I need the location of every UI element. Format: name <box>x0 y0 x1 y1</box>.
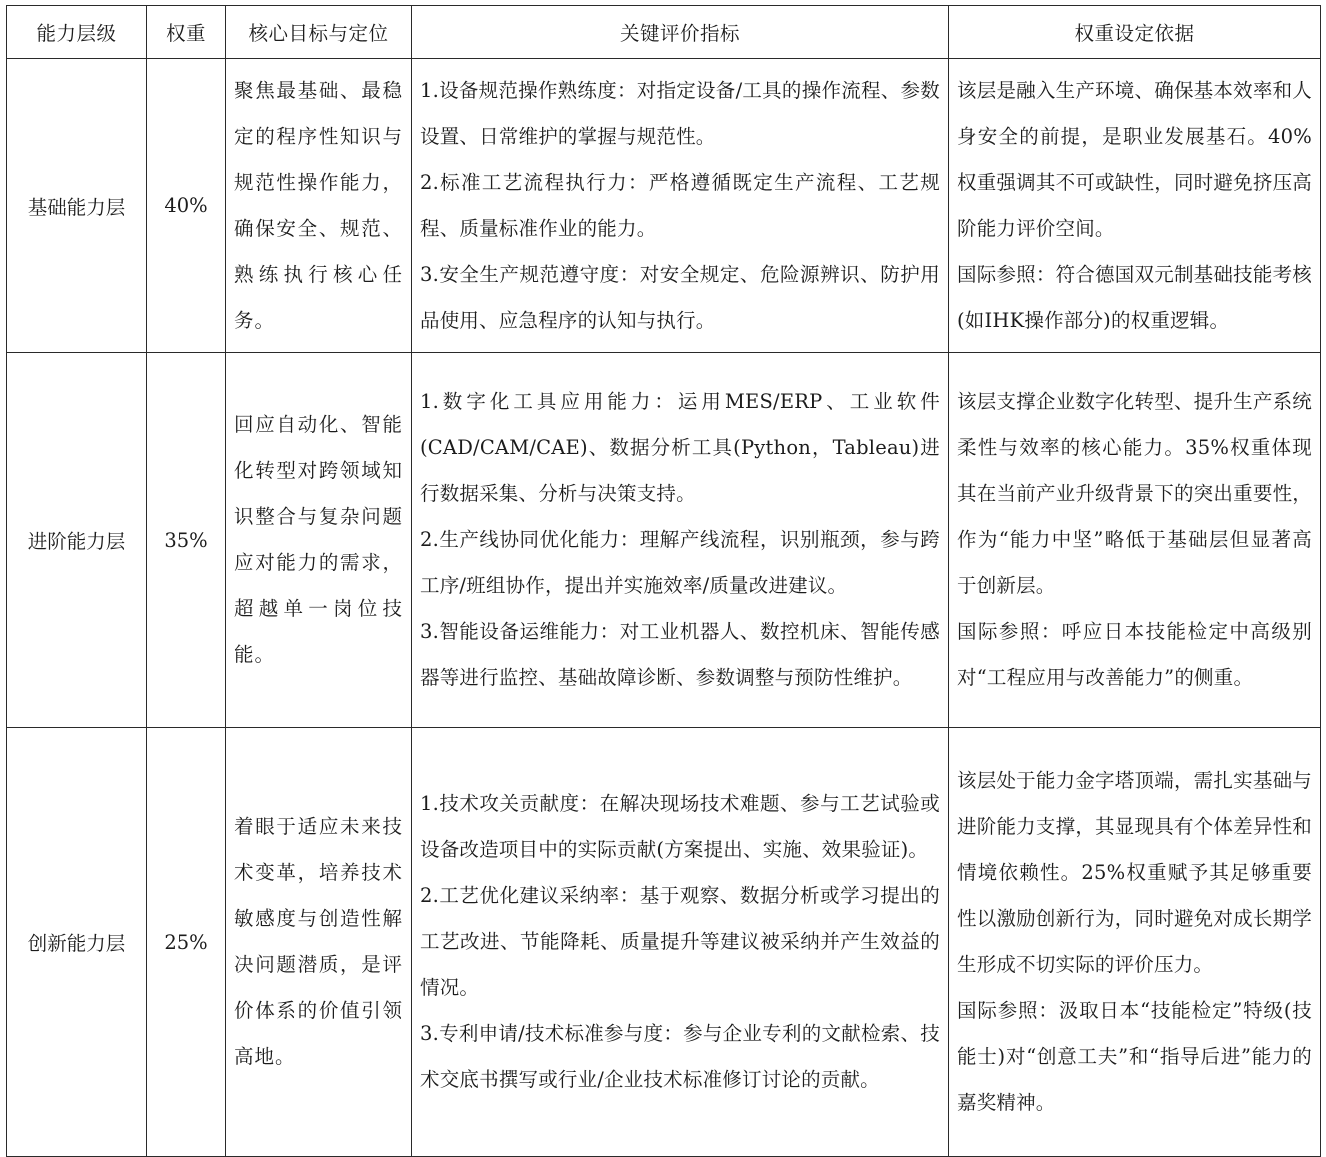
weight-cell: 40% <box>147 59 226 353</box>
competency-weight-table <box>6 5 1321 1157</box>
weight-cell: 25% <box>147 728 226 1157</box>
table-row <box>7 59 1321 353</box>
indicator-item: 1.设备规范操作熟练度：对指定设备/工具的操作流程、参数设置、日常维护的掌握与规范性。 <box>420 78 940 148</box>
level-cell: 创新能力层 <box>7 728 147 1157</box>
basis-reference: 国际参照：汲取日本“技能检定”特级(技能士)对“创意工夫”和“指导后进”能力的嘉奖精神。 <box>957 999 1312 1114</box>
table-row <box>7 353 1321 728</box>
table-row <box>7 728 1321 1157</box>
indicator-item: 2.标准工艺流程执行力：严格遵循既定生产流程、工艺规程、质量标准作业的能力。 <box>420 170 940 240</box>
basis-cell <box>949 59 1321 353</box>
goal-cell: 着眼于适应未来技术变革，培养技术敏感度与创造性解决问题潜质，是评价体系的价值引领高地。 <box>226 728 412 1157</box>
level-cell: 进阶能力层 <box>7 353 147 728</box>
indicator-item: 3.安全生产规范遵守度：对安全规定、危险源辨识、防护用品使用、应急程序的认知与执行。 <box>420 262 940 332</box>
basis-cell <box>949 353 1321 728</box>
header-goal: 核心目标与定位 <box>226 6 412 59</box>
basis-paragraph: 该层处于能力金字塔顶端，需扎实基础与进阶能力支撑，其显现具有个体差异性和情境依赖性。25%权重赋予其足够重要性以激励创新行为，同时避免对成长期学生形成不切实际的评价压力。 <box>957 769 1312 976</box>
basis-reference: 国际参照：符合德国双元制基础技能考核(如IHK操作部分)的权重逻辑。 <box>957 262 1312 332</box>
header-weight: 权重 <box>147 6 226 59</box>
indicator-item: 1.数字化工具应用能力：运用MES/ERP、工业软件(CAD/CAM/CAE)、数据分析工具(Python，Tableau)进行数据采集、分析与决策支持。 <box>420 390 940 505</box>
goal-cell: 聚焦最基础、最稳定的程序性知识与规范性操作能力，确保安全、规范、熟练执行核心任务。 <box>226 59 412 353</box>
weight-cell: 35% <box>147 353 226 728</box>
header-indicators: 关键评价指标 <box>412 6 949 59</box>
indicator-item: 3.智能设备运维能力：对工业机器人、数控机床、智能传感器等进行监控、基础故障诊断、参数调整与预防性维护。 <box>420 620 940 689</box>
indicators-cell <box>412 353 949 728</box>
header-level: 能力层级 <box>7 6 147 59</box>
indicators-cell <box>412 59 949 353</box>
indicator-item: 2.工艺优化建议采纳率：基于观察、数据分析或学习提出的工艺改进、节能降耗、质量提升等建议被采纳并产生效益的情况。 <box>420 884 940 999</box>
indicators-cell <box>412 728 949 1157</box>
basis-paragraph: 该层是融入生产环境、确保基本效率和人身安全的前提，是职业发展基石。40%权重强调其不可或缺性，同时避免挤压高阶能力评价空间。 <box>957 78 1312 240</box>
table-header-row <box>7 6 1321 59</box>
basis-cell <box>949 728 1321 1157</box>
header-basis: 权重设定依据 <box>949 6 1321 59</box>
indicator-item: 3.专利申请/技术标准参与度：参与企业专利的文献检索、技术交底书撰写或行业/企业技术标准修订讨论的贡献。 <box>420 1022 940 1091</box>
basis-paragraph: 该层支撑企业数字化转型、提升生产系统柔性与效率的核心能力。35%权重体现其在当前产业升级背景下的突出重要性，作为“能力中坚”略低于基础层但显著高于创新层。 <box>957 390 1312 597</box>
basis-reference: 国际参照：呼应日本技能检定中高级别对“工程应用与改善能力”的侧重。 <box>957 620 1312 689</box>
level-cell: 基础能力层 <box>7 59 147 353</box>
goal-cell: 回应自动化、智能化转型对跨领域知识整合与复杂问题应对能力的需求，超越单一岗位技能。 <box>226 353 412 728</box>
indicator-item: 2.生产线协同优化能力：理解产线流程，识别瓶颈，参与跨工序/班组协作，提出并实施效率/质量改进建议。 <box>420 528 940 597</box>
indicator-item: 1.技术攻关贡献度：在解决现场技术难题、参与工艺试验或设备改造项目中的实际贡献(方案提出、实施、效果验证)。 <box>420 792 940 861</box>
